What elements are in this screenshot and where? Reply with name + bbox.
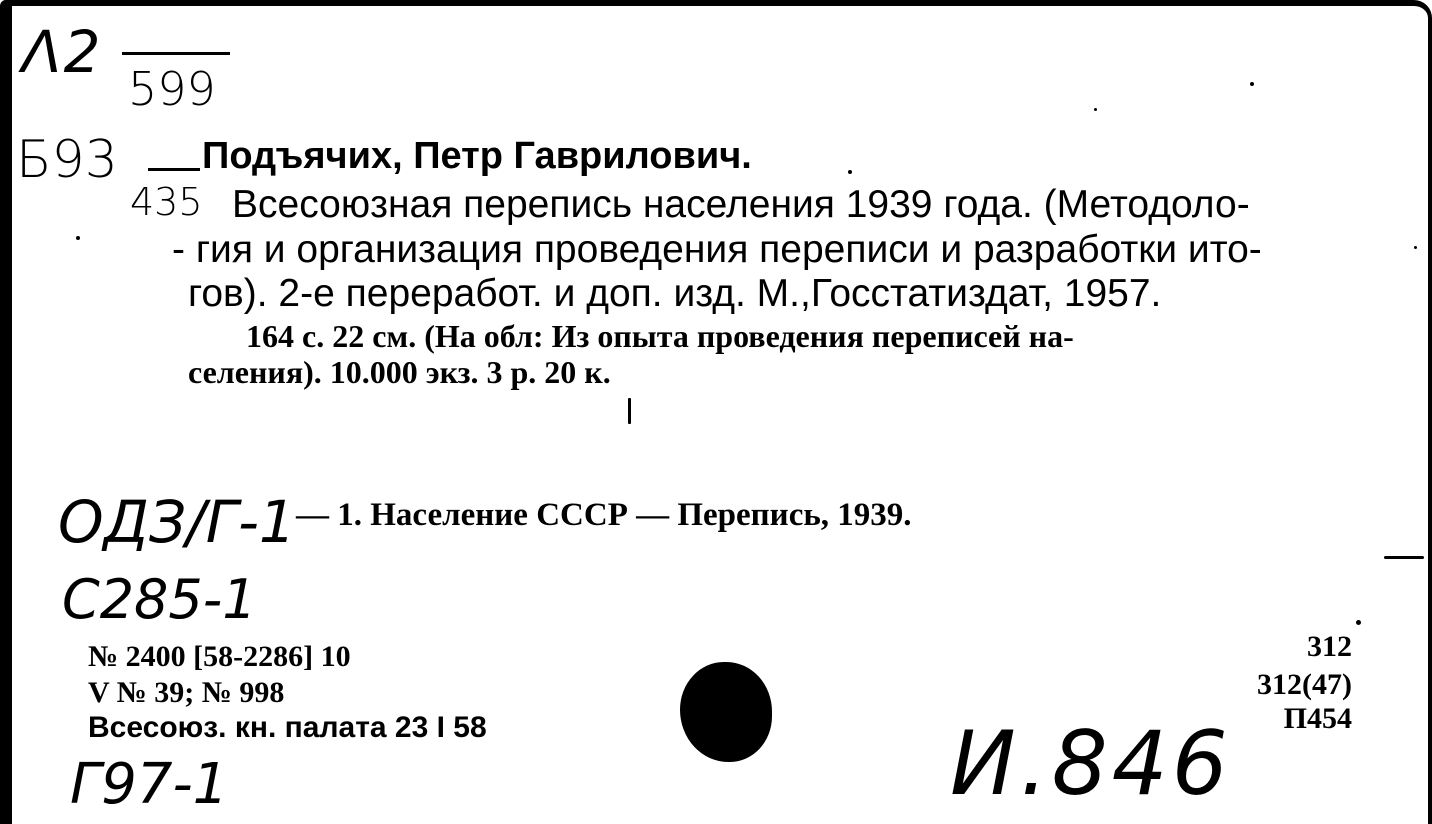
shelfmark-fraction-number: 599: [128, 62, 216, 116]
handwritten-code-2: Г97-1: [70, 752, 229, 817]
shelfmark-class-letter: Б93: [16, 130, 118, 190]
title-line-3: гов). 2-е переработ. и доп. изд. М.,Госстатиздат, 1957.: [188, 272, 1162, 315]
subject-heading: — 1. Население СССР — Перепись, 1939.: [296, 497, 912, 533]
scan-speck: [628, 398, 631, 424]
title-line-2: - гия и организация проведения переписи и разработки ито-: [172, 228, 1262, 271]
punch-hole-blot: [680, 662, 772, 762]
classification-line-2: 312(47): [1257, 668, 1352, 701]
collation-line-2: селения). 10.000 экз. 3 р. 20 к.: [188, 354, 611, 390]
scan-speck: [76, 236, 80, 240]
shelfmark-top: Λ2: [22, 18, 103, 86]
handwritten-code-1: С285-1: [62, 568, 257, 631]
registration-line-1: № 2400 [58-2286] 10: [88, 640, 351, 673]
scan-speck: [1094, 108, 1097, 111]
scan-speck: [1414, 246, 1417, 249]
author-heading: Подъячих, Петр Гаврилович.: [202, 135, 752, 177]
shelfmark-fraction-line: [122, 52, 230, 55]
registration-line-2: V № 39; № 998: [88, 676, 285, 709]
scan-speck: [1250, 82, 1254, 86]
scan-speck: [848, 170, 852, 174]
shelfmark-author-number: 435: [130, 180, 203, 224]
classification-line-1: 312: [1307, 630, 1352, 663]
author-leader-line: [148, 168, 200, 171]
title-line-1: Всесоюзная перепись населения 1939 года. (Методоло-: [232, 183, 1250, 226]
classification-line-3: П454: [1283, 702, 1352, 735]
scan-speck: [1384, 556, 1424, 559]
subject-handwritten-code: ОДЗ/Г-1: [58, 488, 296, 556]
scan-speck: [1356, 620, 1361, 625]
inventory-number: И.846: [950, 712, 1232, 815]
registration-line-3: Всесоюз. кн. палата 23 I 58: [88, 711, 487, 744]
collation-line-1: 164 с. 22 см. (На обл: Из опыта проведения переписей на-: [246, 318, 1074, 354]
